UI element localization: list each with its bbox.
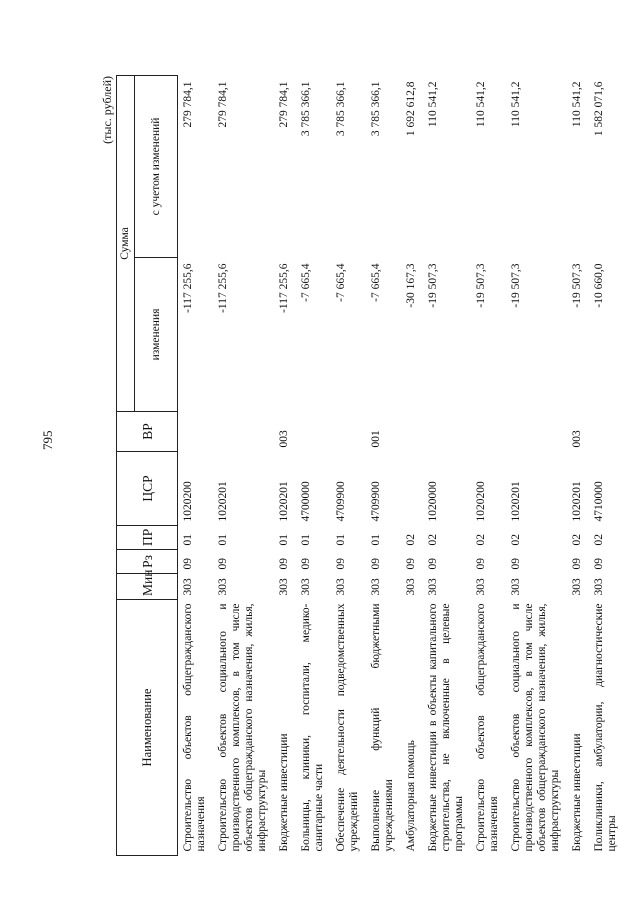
cell-change: -30 167,3 xyxy=(405,263,417,308)
cell-csr: 1020201 xyxy=(571,481,583,522)
table-row xyxy=(471,75,506,855)
cell-min: 303 xyxy=(427,578,439,596)
table-row xyxy=(213,75,274,855)
cell-change: -7 665,4 xyxy=(370,263,382,302)
cell-min: 303 xyxy=(217,578,229,596)
header-sum: Сумма xyxy=(117,75,135,411)
cell-pr: 02 xyxy=(571,534,583,546)
cell-name: Строительство объектов общегражданского назначения xyxy=(182,603,207,852)
cell-total: 110 541,2 xyxy=(510,81,522,128)
cell-min: 303 xyxy=(300,578,312,596)
cell-change: -7 665,4 xyxy=(300,263,312,302)
cell-total: 110 541,2 xyxy=(427,81,439,128)
cell-vr xyxy=(423,412,471,452)
cell-total: 110 541,2 xyxy=(475,81,487,128)
cell-min: 303 xyxy=(571,578,583,596)
header-min: Мин xyxy=(117,574,178,600)
cell-vr xyxy=(506,412,567,452)
cell-csr: 4709900 xyxy=(370,481,382,522)
cell-rz: 09 xyxy=(510,558,522,570)
table-body xyxy=(178,75,625,855)
rotated-page xyxy=(100,76,618,856)
cell-csr: 1020200 xyxy=(475,481,487,522)
cell-total: 3 785 366,1 xyxy=(300,81,312,137)
cell-min: 303 xyxy=(335,578,347,596)
cell-rz: 09 xyxy=(405,558,417,570)
cell-vr xyxy=(401,412,423,452)
cell-vr: 003 xyxy=(571,430,583,448)
cell-pr: 01 xyxy=(182,534,194,546)
table-row xyxy=(401,75,423,855)
cell-rz: 09 xyxy=(300,558,312,570)
cell-csr: 1020201 xyxy=(278,481,290,522)
table-row xyxy=(506,75,567,855)
cell-name: Амбулаторная помощь xyxy=(405,740,417,852)
cell-total: 110 541,2 xyxy=(571,81,583,128)
cell-min: 303 xyxy=(475,578,487,596)
cell-change: -7 665,4 xyxy=(335,263,347,302)
cell-rz: 09 xyxy=(427,558,439,570)
units-note: (тыс. рублей) xyxy=(100,76,114,144)
cell-rz: 09 xyxy=(182,558,194,570)
cell-min: 303 xyxy=(182,578,194,596)
cell-vr xyxy=(331,412,366,452)
cell-rz: 09 xyxy=(593,558,605,570)
table-row xyxy=(366,75,401,855)
cell-change: -10 660,0 xyxy=(593,263,605,308)
cell-vr xyxy=(296,412,331,452)
cell-pr: 02 xyxy=(405,534,417,546)
cell-vr xyxy=(213,412,274,452)
cell-csr: 1020000 xyxy=(427,481,439,522)
cell-total: 279 784,1 xyxy=(278,81,290,128)
cell-pr: 02 xyxy=(475,534,487,546)
cell-rz: 09 xyxy=(370,558,382,570)
header-pr: ПР xyxy=(117,526,178,550)
cell-csr: 1020201 xyxy=(510,481,522,522)
budget-table xyxy=(116,75,624,856)
cell-change: -19 507,3 xyxy=(510,263,522,308)
cell-min: 303 xyxy=(278,578,290,596)
cell-total: 3 785 366,1 xyxy=(335,81,347,137)
cell-vr: 001 xyxy=(370,430,382,448)
cell-change: -117 255,6 xyxy=(182,263,194,313)
cell-name: Строительство объектов общегражданского назначения xyxy=(475,603,500,852)
cell-pr: 01 xyxy=(217,534,229,546)
cell-name: Поликлиники, амбулатории, диагностические центры xyxy=(593,603,618,852)
cell-name: Бюджетные инвестиции xyxy=(278,733,290,852)
cell-rz: 09 xyxy=(278,558,290,570)
cell-vr: 003 xyxy=(278,430,290,448)
cell-csr: 4700000 xyxy=(300,481,312,522)
cell-change: -19 507,3 xyxy=(475,263,487,308)
cell-pr: 01 xyxy=(335,534,347,546)
cell-pr: 01 xyxy=(370,534,382,546)
cell-csr xyxy=(401,452,423,526)
cell-pr: 01 xyxy=(300,534,312,546)
cell-vr xyxy=(178,412,214,452)
cell-total: 279 784,1 xyxy=(182,81,194,128)
cell-change: -117 255,6 xyxy=(278,263,290,313)
cell-name: Бюджетные инвестиции xyxy=(571,733,583,852)
cell-pr: 02 xyxy=(593,534,605,546)
cell-rz: 09 xyxy=(571,558,583,570)
header-change: изменения xyxy=(135,258,178,412)
cell-total: 1 582 071,6 xyxy=(593,81,605,137)
header-rz: Рз xyxy=(117,550,178,574)
table-row xyxy=(178,75,214,855)
cell-total: 3 785 366,1 xyxy=(370,81,382,137)
cell-rz: 09 xyxy=(217,558,229,570)
cell-min: 303 xyxy=(510,578,522,596)
cell-name: Выполнение функций бюджетными учреждениями xyxy=(370,603,395,852)
cell-min: 303 xyxy=(593,578,605,596)
cell-min: 303 xyxy=(370,578,382,596)
cell-name: Больницы, клиники, госпитали, медико-санитарные части xyxy=(300,603,325,852)
header-csr: ЦСР xyxy=(117,452,178,526)
cell-name: Строительство объектов социального и производственного комплексов, в том числе объектов общегражданского назначения, жилья, инфраструктуры xyxy=(217,603,268,852)
header-name: Наименование xyxy=(117,600,178,856)
cell-name: Обеспечение деятельности подведомственных учреждений xyxy=(335,603,360,852)
table-row xyxy=(296,75,331,855)
table-row xyxy=(274,75,296,855)
cell-total: 279 784,1 xyxy=(217,81,229,128)
cell-name: Строительство объектов социального и производственного комплексов, в том числе объектов общегражданского назначения, жилья, инфраструктуры xyxy=(510,603,561,852)
cell-change: -19 507,3 xyxy=(571,263,583,308)
cell-csr: 4709900 xyxy=(335,481,347,522)
cell-vr xyxy=(471,412,506,452)
cell-pr: 02 xyxy=(510,534,522,546)
table-row xyxy=(567,75,589,855)
page-number: 795 xyxy=(40,430,55,450)
cell-pr: 02 xyxy=(427,534,439,546)
cell-name: Бюджетные инвестиции в объекты капитального строительства, не включенные в целевые программы xyxy=(427,603,465,852)
cell-csr: 1020201 xyxy=(217,481,229,522)
cell-change: -19 507,3 xyxy=(427,263,439,308)
cell-rz: 09 xyxy=(475,558,487,570)
cell-csr: 1020200 xyxy=(182,481,194,522)
cell-csr: 4710000 xyxy=(593,481,605,522)
cell-vr xyxy=(589,412,624,452)
table-row xyxy=(589,75,624,855)
table-row xyxy=(331,75,366,855)
cell-change: -117 255,6 xyxy=(217,263,229,313)
cell-rz: 09 xyxy=(335,558,347,570)
header-with-changes: с учетом изменений xyxy=(135,75,178,257)
header-vr: ВР xyxy=(117,412,178,452)
table-row xyxy=(423,75,471,855)
cell-total: 1 692 612,8 xyxy=(405,81,417,137)
cell-min: 303 xyxy=(405,578,417,596)
cell-pr: 01 xyxy=(278,534,290,546)
